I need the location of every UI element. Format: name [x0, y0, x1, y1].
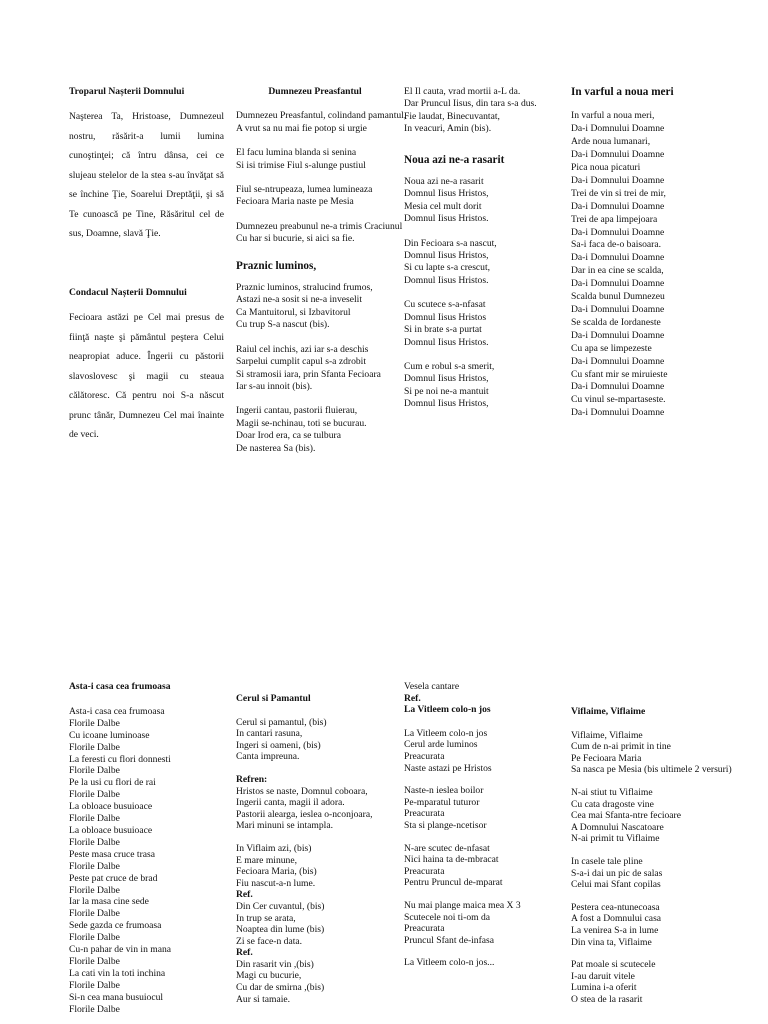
verse-line: Domnul Iisus Hristos,	[404, 373, 489, 385]
verse-line: Trei de vin si trei de mir,	[571, 187, 666, 199]
verse-line: Florile Dalbe	[69, 860, 120, 872]
verse-line: Din rasarit vin ,(bis)	[236, 958, 314, 970]
verse-line: Peste pat cruce de brad	[69, 872, 158, 884]
verse-line: Florile Dalbe	[69, 955, 120, 967]
noua-azi-title: Noua azi ne-a rasarit	[404, 153, 505, 166]
verse-line: Preacurata	[404, 750, 445, 762]
verse-line: La feresti cu flori donnesti	[69, 753, 171, 765]
verse-line: Domnul Iisus Hristos.	[404, 213, 489, 225]
verse-line: Si-n cea mana busuiocul	[69, 991, 164, 1003]
verse-line: Vesela cantare	[404, 681, 460, 692]
verse-line: Si isi trimise Fiul s-alunge pustiul	[236, 159, 366, 171]
verse-line: Hristos se naste, Domnul coboara,	[236, 785, 368, 797]
troparul-text: Naşterea Ta, Hristoase, Dumnezeul nostru, răsărit-a lumii lumina cunoştinţei; că întru dânsa, cei ce slujeau stelelor de la stea s-au învăţat să se închine Ţie, Soarelui Dreptăţii, şi să Te cunoască pe Tine, Răsăritul cel de sus, Doamne, slavă Ţie.	[69, 111, 224, 240]
verse-line: Din Cer cuvantul, (bis)	[236, 900, 325, 912]
stanza	[236, 843, 398, 889]
verse-line: Noua azi ne-a rasarit	[404, 176, 484, 188]
viflaime-column	[571, 706, 761, 1017]
noua-azi-column	[404, 86, 560, 423]
verse-line: Florile Dalbe	[69, 836, 120, 848]
verse-line: Pastorii alearga, ieslea o-nconjoara,	[236, 808, 373, 820]
verse-line: Canta impreuna.	[236, 751, 300, 763]
asta-i-casa-title: Asta-i casa cea frumoasa	[69, 681, 171, 692]
verse-line: Pe Fecioara Maria	[571, 752, 642, 764]
stanza	[236, 405, 394, 455]
stanza	[404, 86, 560, 136]
verse-line: Viflaime, Viflaime	[571, 729, 643, 741]
verse-line: La Vitleem colo-n jos	[404, 727, 488, 739]
verse-line: Ca Mantuitorul, si Izbavitorul	[236, 306, 351, 318]
refrain-label: Ref.	[236, 889, 253, 901]
verse-line: Sarpelui cumplit capul s-a zdrobit	[236, 356, 367, 368]
verse-line: Cu cata dragoste vine	[571, 798, 654, 810]
verse-line: Ingeri si oameni, (bis)	[236, 739, 321, 751]
dumnezeu-preasfantul-column	[236, 86, 407, 467]
asta-i-casa-column	[69, 681, 229, 1015]
verse-line: Sa nasca pe Mesia (bis ultimele 2 versuri)	[571, 764, 732, 776]
stanza	[571, 856, 761, 891]
verse-line: Cerul si pamantul, (bis)	[236, 716, 327, 728]
stanza	[404, 176, 560, 226]
verse-line: A vrut sa nu mai fie potop si urgie	[236, 122, 367, 134]
verse-line: Mari minuni se intampla.	[236, 820, 333, 832]
verse-line: Preacurata	[404, 865, 445, 877]
stanza	[236, 184, 394, 209]
verse-line: La Vitleem colo-n jos...	[404, 957, 495, 969]
verse-line: Si stramosii iara, prin Sfanta Fecioara	[236, 368, 381, 380]
verse-line: Domnul Iisus Hristos	[404, 311, 487, 323]
verse-line: Din vina ta, Viflaime	[571, 936, 652, 948]
verse-line: Florile Dalbe	[69, 1003, 120, 1015]
stanza	[236, 282, 394, 332]
verse-line: Pe-mparatul tuturor	[404, 796, 480, 808]
verse-line: El facu lumina blanda si senina	[236, 147, 357, 159]
verse-line: Si in brate s-a purtat	[404, 324, 482, 336]
verse-line: Da-i Domnului Doamne	[571, 123, 665, 135]
verse-line: Naste-n ieslea boilor	[404, 785, 484, 797]
refrain-label: Ref.	[236, 947, 253, 959]
verse-line: Sta si plange-ncetisor	[404, 819, 487, 831]
viflaime-title: Viflaime, Viflaime	[571, 706, 646, 717]
verse-line: La venirea S-a in lume	[571, 924, 659, 936]
stanza	[404, 785, 564, 831]
verse-line: Dar Pruncul Iisus, din tara s-a dus.	[404, 98, 537, 110]
troparul-column	[69, 86, 224, 445]
verse-line: Scutecele noi ti-om da	[404, 911, 491, 923]
in-varful-title: In varful a noua meri	[571, 86, 674, 98]
verse-line: Trei de apa limpejoara	[571, 213, 658, 225]
verse-line: Celui mai Sfant copilas	[571, 879, 661, 891]
verse-line: Pica noua picaturi	[571, 162, 641, 174]
verse-line: Da-i Domnului Doamne	[571, 200, 665, 212]
stanza	[404, 238, 560, 288]
verse-line: Cerul arde luminos	[404, 739, 478, 751]
verse-line: Da-i Domnului Doamne	[571, 252, 665, 264]
verse-line: Domnul Iisus Hristos.	[404, 336, 489, 348]
verse-line: Iar la masa cine sede	[69, 896, 149, 908]
condacul-text: Fecioara astăzi pe Cel mai presus de fiinţă naşte şi pământul peştera Celui neapropiat aduce. Îngerii cu păstorii slavoslovesc şi magii cu steaua călătoresc. Că pentru noi S-a născut prunc tânăr, Dumnezeu Cel mai înainte de veci.	[69, 312, 224, 441]
verse-line: Fiul se-ntrupeaza, lumea lumineaza	[236, 184, 373, 196]
verse-line: Preacurata	[404, 808, 445, 820]
verse-line: Cum e robul s-a smerit,	[404, 360, 495, 372]
verse-line: Magii se-nchinau, toti se bucurau.	[236, 417, 367, 429]
verse-line: Nici haina ta de-mbracat	[404, 854, 499, 866]
verse-line: Florile Dalbe	[69, 884, 120, 896]
stanza	[404, 728, 564, 774]
verse-line: Domnul Iisus Hristos,	[404, 188, 489, 200]
stanza	[571, 730, 761, 776]
verse-line: Da-i Domnului Doamne	[571, 278, 665, 290]
verse-line: Da-i Domnului Doamne	[571, 329, 665, 341]
verse-line: Pentru Pruncul de-mparat	[404, 877, 503, 889]
verse-line: Fecioara Maria, (bis)	[236, 866, 317, 878]
verse-line: Si pe noi ne-a mantuit	[404, 385, 489, 397]
verse-line: Si cu lapte s-a crescut,	[404, 262, 491, 274]
stanza	[69, 706, 229, 1016]
verse-line: Preacurata	[404, 923, 445, 935]
verse-line: Da-i Domnului Doamne	[571, 407, 665, 419]
verse-line: Cea mai Sfanta-ntre fecioare	[571, 810, 682, 822]
verse-line: In casele tale pline	[571, 855, 643, 867]
verse-line: Nu mai plange maica mea X 3	[404, 899, 521, 911]
in-varful-column	[571, 86, 761, 420]
stanza	[571, 902, 761, 948]
verse-line: Scalda bunul Dumnezeu	[571, 291, 665, 303]
stanza	[236, 717, 398, 763]
verse-line: Da-i Domnului Doamne	[571, 149, 665, 161]
verse-line: La cati vin la toti inchina	[69, 967, 166, 979]
verse-line: Pruncul Sfant de-infasa	[404, 934, 495, 946]
verse-line: Doar Irod era, ca se tulbura	[236, 430, 341, 442]
stanza	[571, 959, 761, 1005]
verse-line: Ingerii canta, magii il adora.	[236, 797, 345, 809]
verse-line: N-ai primit tu Viflaime	[571, 833, 660, 845]
verse-line: Cu dar de smirna ,(bis)	[236, 982, 325, 994]
verse-line: Fecioara Maria naste pe Mesia	[236, 196, 354, 208]
verse-line: Cu sfant mir se miruieste	[571, 368, 668, 380]
stanza	[404, 843, 564, 889]
verse-line: Dumnezeu preabunul ne-a trimis Craciunul	[236, 220, 403, 232]
verse-line: N-ai stiut tu Viflaime	[571, 786, 653, 798]
verse-line: Cu-n pahar de vin in mana	[69, 944, 172, 956]
verse-line: Peste masa cruce trasa	[69, 848, 156, 860]
stanza	[236, 344, 394, 394]
verse-line: Florile Dalbe	[69, 765, 120, 777]
la-vitleem-column	[404, 681, 564, 969]
verse-line: Florile Dalbe	[69, 717, 120, 729]
verse-line: Din Fecioara s-a nascut,	[404, 237, 497, 249]
verse-line: Ingerii cantau, pastorii fluierau,	[236, 405, 358, 417]
stanza	[404, 299, 560, 349]
verse-line: Noaptea din lume (bis)	[236, 924, 325, 936]
verse-line: Cu icoane luminoase	[69, 729, 150, 741]
verse-line: Domnul Iisus Hristos,	[404, 398, 489, 410]
verse-line: Sede gazda ce frumoasa	[69, 920, 162, 932]
verse-line: Florile Dalbe	[69, 813, 120, 825]
verse-line: Cu har si bucurie, si aici sa fie.	[236, 233, 355, 245]
verse-line: Florile Dalbe	[69, 908, 120, 920]
stanza	[236, 147, 394, 172]
verse-line: Astazi ne-a sosit si ne-a inveselit	[236, 294, 363, 306]
verse-line: Da-i Domnului Doamne	[571, 355, 665, 367]
verse-line: S-a-i dai un pic de salas	[571, 867, 663, 879]
verse-line: La obloace busuioace	[69, 824, 153, 836]
verse-line: Asta-i casa cea frumoasa	[69, 705, 165, 717]
stanza	[236, 959, 398, 1005]
refrain-label: Ref.	[404, 692, 421, 704]
verse-line: Domnul Iisus Hristos,	[404, 250, 489, 262]
verse-line: Da-i Domnului Doamne	[571, 304, 665, 315]
stanza	[236, 901, 398, 947]
verse-line: Pat moale si scutecele	[571, 959, 656, 971]
dumnezeu-preasfantul-title: Dumnezeu Preasfantul	[268, 86, 362, 97]
verse-line: O stea de la rasarit	[571, 993, 643, 1005]
verse-line: Dar in ea cine se scalda,	[571, 265, 664, 277]
verse-line: Florile Dalbe	[69, 789, 120, 801]
verse-line: Cu trup S-a nascut (bis).	[236, 319, 330, 331]
verse-line: Mesia cel mult dorit	[404, 200, 482, 212]
verse-line: Florile Dalbe	[69, 741, 120, 753]
verse-line: In varful a noua meri,	[571, 110, 655, 122]
verse-line: Da-i Domnului Doamne	[571, 174, 665, 186]
condacul-title: Condacul Nașterii Domnului	[69, 286, 187, 298]
verse-line: Naste astazi pe Hristos	[404, 762, 492, 774]
la-vitleem-title: La Vitleem colo-n jos	[404, 704, 491, 716]
verse-line: Lumina i-a oferit	[571, 982, 637, 994]
cerul-si-pamantul-title: Cerul si Pamantul	[236, 693, 311, 704]
verse-line: Aur si tamaie.	[236, 993, 291, 1005]
verse-line: De nasterea Sa (bis).	[236, 442, 316, 454]
troparul-title: Troparul Nașterii Domnului	[69, 86, 185, 97]
verse-line: Florile Dalbe	[69, 932, 120, 944]
verse-line: Dumnezeu Preasfantul, colindand pamantul,	[236, 110, 407, 122]
verse-line: Domnul Iisus Hristos.	[404, 274, 489, 286]
verse-line: Pestera cea-ntunecoasa	[571, 901, 660, 913]
cerul-si-pamantul-column	[236, 693, 398, 1005]
stanza	[571, 787, 761, 845]
verse-line: I-au daruit vitele	[571, 970, 635, 982]
verse-line: Cu vinul se-mpartaseste.	[571, 394, 666, 406]
verse-line: In veacuri, Amin (bis).	[404, 123, 492, 135]
verse-line: N-are scutec de-nfasat	[404, 842, 490, 854]
verse-line: Pe la usi cu flori de rai	[69, 777, 156, 789]
stanza	[236, 786, 398, 832]
stanza	[404, 900, 564, 946]
verse-line: Da-i Domnului Doamne	[571, 226, 665, 238]
verse-line: Da-i Domnului Doamne	[571, 381, 665, 393]
verse-line: Cu apa se limpezeste	[571, 342, 652, 354]
verse-line: Cu scutece s-a-nfasat	[404, 299, 486, 311]
verse-line: Praznic luminos, stralucind frumos,	[236, 282, 373, 294]
verse-line: A fost a Domnului casa	[571, 913, 662, 925]
verse-line: Zi se face-n data.	[236, 935, 303, 947]
verse-line: In trup se arata,	[236, 912, 296, 924]
stanza	[236, 110, 407, 135]
stanza	[571, 110, 761, 420]
verse-line: La obloace busuioace	[69, 801, 153, 813]
verse-line: E mare minune,	[236, 854, 298, 866]
refrain-label: Refren:	[236, 773, 268, 785]
verse-line: Iar s-au innoit (bis).	[236, 380, 313, 392]
verse-line: Fie laudat, Binecuvantat,	[404, 110, 500, 122]
verse-line: Sa-i faca de-o baisoara.	[571, 239, 662, 251]
stanza	[236, 220, 403, 246]
verse-line: Florile Dalbe	[69, 979, 120, 991]
stanza	[404, 361, 560, 411]
verse-line: Arde noua lumanari,	[571, 136, 651, 148]
praznic-luminos-title: Praznic luminos,	[236, 259, 317, 272]
verse-line: In cantari rasuna,	[236, 728, 303, 740]
verse-line: Se scalda de Iordaneste	[571, 316, 661, 328]
verse-line: El Il cauta, vrad mortii a-L da.	[404, 86, 521, 97]
verse-line: In Viflaim azi, (bis)	[236, 842, 312, 854]
verse-line: Fiu nascut-a-n lume.	[236, 877, 316, 889]
verse-line: A Domnului Nascatoare	[571, 821, 664, 833]
verse-line: Cum de n-ai primit in tine	[571, 741, 671, 753]
verse-line: Magi cu bucurie,	[236, 970, 302, 982]
verse-line: Raiul cel inchis, azi iar s-a deschis	[236, 343, 369, 355]
